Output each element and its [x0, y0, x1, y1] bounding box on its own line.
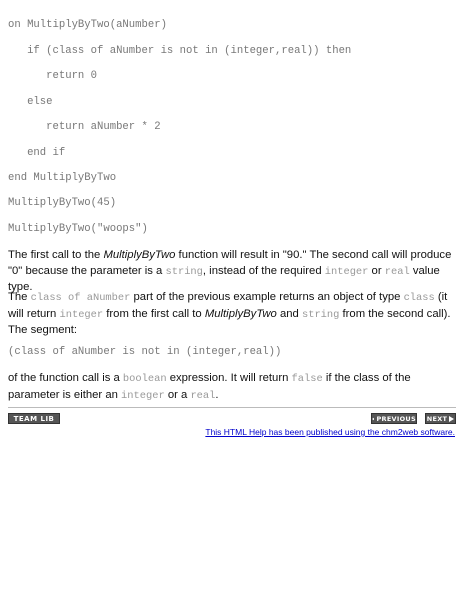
chm2web-link[interactable]: This HTML Help has been published using the chm2web software.	[205, 427, 455, 437]
code-line: end if	[8, 147, 66, 159]
triangle-left-icon	[372, 416, 374, 422]
paragraph-boolean	[8, 371, 456, 404]
text: or a	[164, 388, 191, 401]
text: function will result in "90." The second call will produce "0" because the parameter is a	[8, 249, 452, 277]
code-term: real	[384, 265, 410, 278]
paragraph-class-of	[8, 290, 456, 339]
code-line: return 0	[8, 70, 98, 82]
team-lib-logo[interactable]	[8, 413, 60, 424]
next-button[interactable]	[425, 413, 456, 424]
next-label: NEXT	[426, 414, 448, 423]
code-term: integer	[121, 389, 165, 402]
code-term: class	[403, 292, 435, 304]
code-term: boolean	[122, 373, 167, 385]
function-name: MultiplyByTwo	[204, 307, 277, 320]
code-term: string	[165, 265, 203, 278]
code-line: MultiplyByTwo(45)	[8, 197, 117, 209]
code-line: else	[8, 96, 53, 108]
text: part of the previous example returns an object of type	[130, 291, 404, 303]
divider	[8, 407, 456, 408]
code-line: if (class of aNumber is not in (integer,real)) then	[8, 45, 352, 57]
code-line: MultiplyByTwo("woops")	[8, 223, 148, 235]
previous-button[interactable]	[371, 413, 417, 424]
text: value type.	[8, 264, 440, 293]
text: The	[8, 291, 31, 303]
text: of the function call is a	[8, 372, 123, 384]
code-segment: (class of aNumber is not in (integer,real))	[8, 346, 282, 358]
text: or	[368, 264, 385, 277]
code-term: false	[291, 373, 323, 385]
text: and	[276, 307, 302, 320]
code-term: integer	[324, 265, 369, 278]
text: The first call to the	[8, 249, 104, 261]
code-term: class of aNumber	[30, 292, 131, 304]
text: , instead of the required	[202, 264, 325, 277]
text: .	[215, 388, 219, 401]
text: expression. It will return	[166, 372, 292, 384]
function-name: MultiplyByTwo	[103, 249, 176, 261]
previous-label: PREVIOUS	[376, 414, 416, 423]
code-line: return aNumber * 2	[8, 121, 161, 133]
logo-text: TEAM LIB	[13, 414, 55, 423]
code-term: integer	[59, 308, 104, 321]
code-term: string	[301, 308, 340, 321]
text: if the class of the parameter is either an	[8, 372, 411, 401]
code-term: real	[190, 389, 216, 402]
paragraph-first-call	[8, 248, 456, 296]
code-line: on MultiplyByTwo(aNumber)	[8, 19, 167, 31]
text: from the second call). The segment:	[8, 307, 451, 336]
triangle-right-icon	[449, 416, 454, 422]
code-line: end MultiplyByTwo	[8, 172, 117, 184]
text: from the first call to	[103, 307, 205, 320]
text: (it will return	[8, 291, 448, 320]
